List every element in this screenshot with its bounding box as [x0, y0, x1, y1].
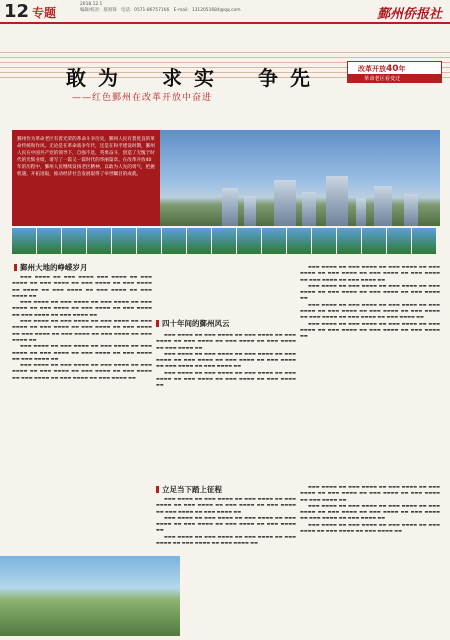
section-title-history: 鄞州大地的峥嵘岁月: [14, 262, 88, 273]
history-column: ▬▬▬ ▬▬▬▬ ▬▬ ▬▬▬ ▬▬▬▬ ▬▬▬ ▬▬▬▬ ▬▬ ▬▬▬ ▬▬▬▬ ▬▬ ▬▬▬ ▬▬▬▬ ▬▬ ▬▬▬ ▬▬▬▬ ▬▬ ▬▬▬ ▬▬▬▬ ▬▬ ▬▬▬▬ ▬▬ ▬▬▬ ▬▬▬▬ ▬▬ ▬▬▬ ▬▬▬▬ ▬▬ ▬▬▬ ▬▬▬▬ ▬▬ ▬▬▬ ▬▬▬▬ ▬▬ ▬▬▬ ▬▬▬▬ ▬▬ ▬▬▬ ▬▬▬▬ ▬▬ ▬▬▬ ▬▬▬▬ ▬▬ ▬▬▬ ▬▬▬▬ ▬▬ ▬▬▬ ▬▬▬▬ ▬▬ ▬▬▬ ▬▬▬▬ ▬▬ ▬▬▬ ▬▬▬▬ ▬▬ ▬▬▬ ▬▬▬▬ ▬▬ ▬▬▬ ▬▬▬▬ ▬▬ ▬▬▬ ▬▬▬▬ ▬▬ ▬▬▬ ▬▬▬▬ ▬▬ ▬▬▬ ▬▬▬▬ ▬▬ ▬▬▬ ▬▬▬▬ ▬▬ ▬▬▬ ▬▬▬▬ ▬▬ ▬▬▬ ▬▬▬▬ ▬▬ ▬▬▬ ▬▬▬▬ ▬▬ ▬▬▬ ▬▬▬▬ ▬▬ ▬▬▬ ▬▬▬▬ ▬▬ ▬▬▬ ▬▬▬▬ ▬▬ ▬▬▬ ▬▬▬▬ ▬▬ ▬▬▬ ▬▬▬▬ ▬▬ ▬▬▬ ▬▬▬▬ ▬▬ ▬▬▬ ▬▬▬▬ ▬▬ ▬▬▬ ▬▬▬▬ ▬▬ ▬▬▬ ▬▬▬▬ ▬▬ ▬▬▬ ▬▬▬▬ ▬▬ ▬▬▬ ▬▬▬▬ ▬▬ ▬▬▬ ▬▬▬▬ ▬▬ ▬▬▬ ▬▬▬▬ ▬▬ ▬▬▬ ▬▬▬▬ ▬▬ ▬▬▬ ▬▬▬▬ ▬▬ ▬▬▬ ▬▬▬▬ ▬▬ ▬▬▬ ▬▬▬▬ ▬▬ ▬▬▬ ▬▬▬▬ ▬▬ ▬▬▬ ▬▬▬▬ ▬▬ ▬▬▬ ▬▬▬▬ ▬▬ ▬▬▬ ▬▬▬▬ ▬▬: [12, 274, 152, 380]
section-title-moving-forward: 立足当下踏上征程: [156, 484, 222, 495]
lake-photo: [0, 556, 180, 636]
forty-years-column-b: ▬▬▬ ▬▬▬▬ ▬▬ ▬▬▬ ▬▬▬▬ ▬▬ ▬▬▬ ▬▬▬▬ ▬▬ ▬▬▬ ▬▬▬▬ ▬▬ ▬▬▬ ▬▬▬▬ ▬▬ ▬▬▬ ▬▬▬▬ ▬▬ ▬▬▬ ▬▬▬▬ ▬▬ ▬▬▬ ▬▬▬▬ ▬▬ ▬▬▬ ▬▬▬▬ ▬▬ ▬▬▬ ▬▬▬▬ ▬▬ ▬▬▬ ▬▬▬▬ ▬▬ ▬▬▬ ▬▬▬▬ ▬▬ ▬▬▬ ▬▬▬▬ ▬▬ ▬▬▬ ▬▬▬▬ ▬▬ ▬▬▬ ▬▬▬▬ ▬▬ ▬▬▬ ▬▬▬▬ ▬▬ ▬▬▬ ▬▬▬▬ ▬▬ ▬▬▬ ▬▬▬▬ ▬▬ ▬▬▬ ▬▬▬▬ ▬▬ ▬▬▬ ▬▬▬▬ ▬▬ ▬▬▬ ▬▬▬▬ ▬▬ ▬▬▬ ▬▬▬▬ ▬▬ ▬▬▬ ▬▬▬▬ ▬▬ ▬▬▬ ▬▬▬▬ ▬▬ ▬▬▬ ▬▬▬▬ ▬▬ ▬▬▬ ▬▬▬▬ ▬▬ ▬▬▬ ▬▬▬▬ ▬▬ ▬▬▬ ▬▬▬▬ ▬▬ ▬▬▬ ▬▬▬▬ ▬▬ ▬▬▬ ▬▬▬▬ ▬▬ ▬▬▬ ▬▬▬▬ ▬▬ ▬▬▬ ▬▬▬▬ ▬▬ ▬▬▬ ▬▬▬▬ ▬▬: [300, 264, 440, 339]
section-label: 专题: [32, 6, 57, 20]
edition-contacts: 编辑/校对：蔡祖锋 电话：0571-86757166 E-mail：1312051684@qq.com: [80, 8, 241, 13]
badge-top-text: 改革开放: [358, 65, 386, 73]
moving-forward-column-b: ▬▬▬ ▬▬▬▬ ▬▬ ▬▬▬ ▬▬▬▬ ▬▬ ▬▬▬ ▬▬▬▬ ▬▬ ▬▬▬ ▬▬▬▬ ▬▬ ▬▬▬ ▬▬▬▬ ▬▬ ▬▬▬ ▬▬▬▬ ▬▬ ▬▬▬ ▬▬▬▬ ▬▬ ▬▬▬ ▬▬▬▬ ▬▬ ▬▬▬ ▬▬▬▬ ▬▬ ▬▬▬ ▬▬▬▬ ▬▬ ▬▬▬ ▬▬▬▬ ▬▬ ▬▬▬ ▬▬▬▬ ▬▬ ▬▬▬ ▬▬▬▬ ▬▬ ▬▬▬ ▬▬▬▬ ▬▬ ▬▬▬ ▬▬▬▬ ▬▬ ▬▬▬ ▬▬▬▬ ▬▬ ▬▬▬ ▬▬▬▬ ▬▬ ▬▬▬ ▬▬▬▬ ▬▬ ▬▬▬ ▬▬▬▬ ▬▬ ▬▬▬ ▬▬▬▬ ▬▬ ▬▬▬ ▬▬▬▬ ▬▬ ▬▬▬ ▬▬▬▬ ▬▬ ▬▬▬ ▬▬▬▬ ▬▬: [300, 484, 440, 534]
lede-box: 鄞州作为革命老区有着光荣的革命斗争历史，鄞州人民有着优良的革命传统和作风。无论是在革命战争年代，还是在和平建设时期，鄞州人民在中国共产党的领导下，自强不息，英勇奋斗，创造了无愧于时代的光辉业绩，谱写了一篇又一篇时代的华丽篇章。在改革开放40年的历程中，鄞州人民继续发扬老区精神，以敢为人先的勇气，把握机遇，开拓进取，推动经济社会发展取得了举世瞩目的成就。: [12, 130, 160, 226]
anniversary-badge: [347, 61, 442, 83]
badge-bottom-text: 革命老区看变迁: [348, 74, 441, 83]
badge-number: 40: [386, 64, 399, 74]
headline: 敢为 求实 争先: [66, 66, 322, 90]
badge-top: [348, 62, 441, 74]
subheadline: ——红色鄞州在改革开放中奋进: [72, 93, 213, 103]
photo-strip: [12, 228, 440, 254]
page-number: 12: [4, 1, 30, 22]
badge-suffix: 年: [398, 65, 406, 73]
paper-name: 鄞州侨报社: [376, 7, 442, 22]
edition-meta: [80, 2, 310, 14]
edition-date: 2018.12.1: [80, 2, 103, 7]
section-title-forty-years: 四十年间的鄞州风云: [156, 318, 230, 329]
forty-years-column-a: ▬▬▬ ▬▬▬▬ ▬▬ ▬▬▬ ▬▬▬▬ ▬▬ ▬▬▬ ▬▬▬▬ ▬▬ ▬▬▬ ▬▬▬▬ ▬▬ ▬▬▬ ▬▬▬▬ ▬▬ ▬▬▬ ▬▬▬▬ ▬▬ ▬▬▬ ▬▬▬▬ ▬▬ ▬▬▬ ▬▬▬▬ ▬▬ ▬▬▬ ▬▬▬▬ ▬▬ ▬▬▬ ▬▬▬▬ ▬▬ ▬▬▬ ▬▬▬▬ ▬▬ ▬▬▬ ▬▬▬▬ ▬▬ ▬▬▬ ▬▬▬▬ ▬▬ ▬▬▬ ▬▬▬▬ ▬▬ ▬▬▬ ▬▬▬▬ ▬▬ ▬▬▬ ▬▬▬▬ ▬▬ ▬▬▬ ▬▬▬▬ ▬▬ ▬▬▬ ▬▬▬▬ ▬▬ ▬▬▬ ▬▬▬▬ ▬▬ ▬▬▬ ▬▬▬▬ ▬▬ ▬▬▬ ▬▬▬▬ ▬▬ ▬▬▬ ▬▬▬▬ ▬▬ ▬▬▬ ▬▬▬▬ ▬▬ ▬▬▬ ▬▬▬▬ ▬▬: [156, 332, 296, 388]
masthead: [0, 0, 450, 24]
moving-forward-column-a: ▬▬▬ ▬▬▬▬ ▬▬ ▬▬▬ ▬▬▬▬ ▬▬ ▬▬▬ ▬▬▬▬ ▬▬ ▬▬▬ ▬▬▬▬ ▬▬ ▬▬▬ ▬▬▬▬ ▬▬ ▬▬▬ ▬▬▬▬ ▬▬ ▬▬▬ ▬▬▬▬ ▬▬ ▬▬▬ ▬▬▬▬ ▬▬ ▬▬▬ ▬▬▬▬ ▬▬ ▬▬▬ ▬▬▬▬ ▬▬ ▬▬▬ ▬▬▬▬ ▬▬ ▬▬▬ ▬▬▬▬ ▬▬ ▬▬▬ ▬▬▬▬ ▬▬ ▬▬▬ ▬▬▬▬ ▬▬ ▬▬▬ ▬▬▬▬ ▬▬ ▬▬▬ ▬▬▬▬ ▬▬ ▬▬▬ ▬▬▬▬ ▬▬ ▬▬▬ ▬▬▬▬ ▬▬ ▬▬▬ ▬▬▬▬ ▬▬ ▬▬▬ ▬▬▬▬ ▬▬ ▬▬▬ ▬▬▬▬ ▬▬ ▬▬▬ ▬▬▬▬ ▬▬: [156, 496, 296, 546]
